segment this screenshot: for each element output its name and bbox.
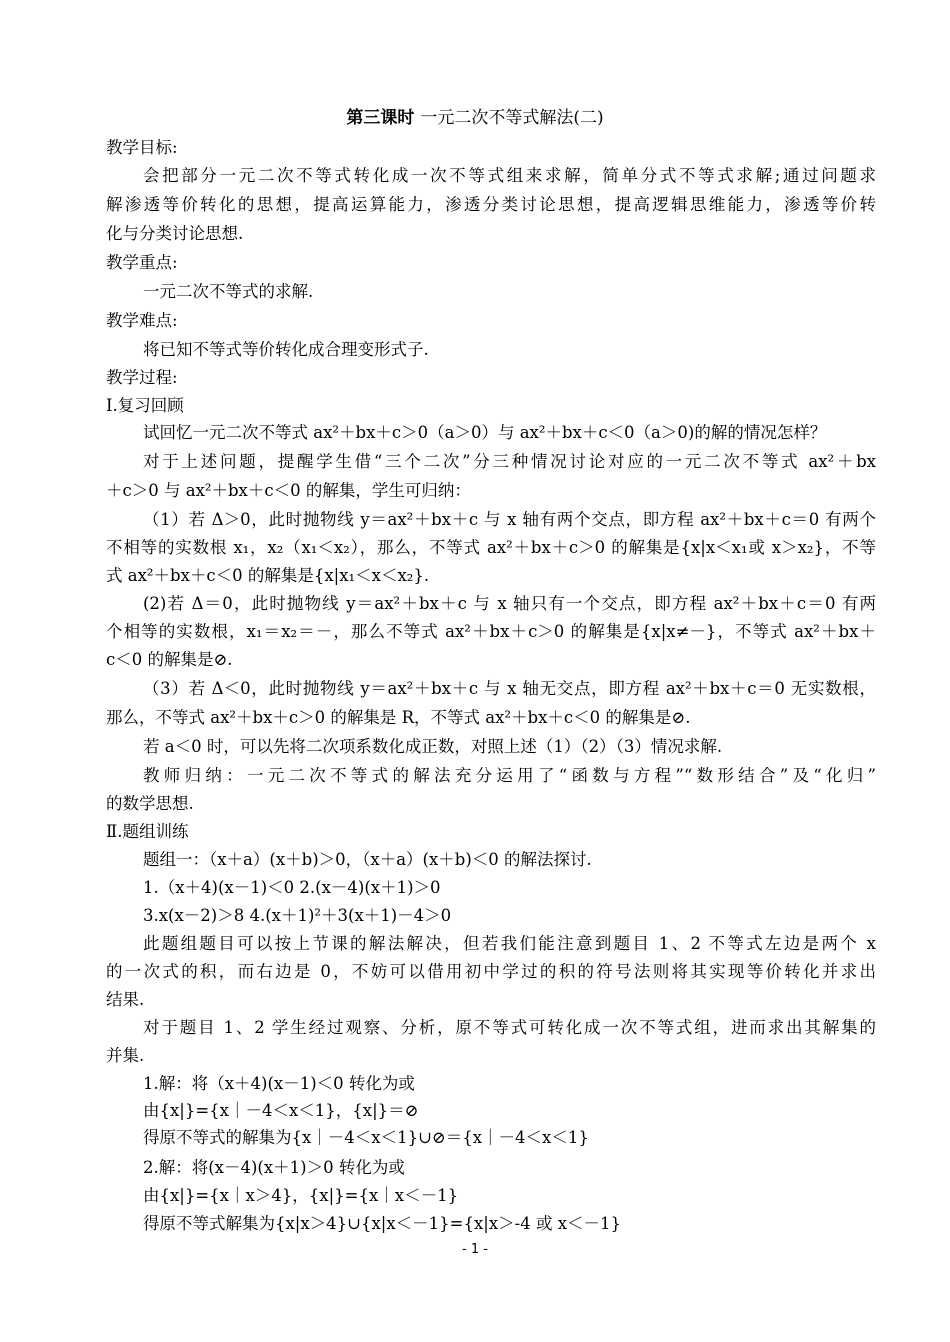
solution-line: 2.解：将(x－4)(x＋1)＞0 转化为或	[143, 1158, 405, 1177]
paragraph-line: 会把部分一元二次不等式转化成一次不等式组来求解，简单分式不等式求解;通过问题求	[143, 166, 876, 185]
paragraph-line: 那么，不等式 ax²＋bx＋c＞0 的解集是 R，不等式 ax²＋bx＋c＜0 的解集是⊘.	[106, 708, 691, 727]
page-number: - 1 -	[462, 1242, 488, 1257]
section-heading-exercises: Ⅱ.题组训练	[106, 822, 189, 841]
paragraph-line: c＜0 的解集是⊘.	[106, 650, 233, 669]
paragraph-line: 将已知不等式等价转化成合理变形式子.	[143, 340, 429, 359]
title-bold: 第三课时	[346, 108, 415, 128]
paragraph-line: 若 a＜0 时，可以先将二次项系数化成正数，对照上述（1）（2）（3）情况求解.	[143, 737, 723, 756]
section-heading-difficulties: 教学难点:	[106, 311, 178, 330]
paragraph-line: 不相等的实数根 x₁，x₂（x₁＜x₂），那么，不等式 ax²＋bx＋c＞0 的解集是{x|x＜x₁或 x＞x₂}，不等	[106, 538, 876, 557]
paragraph-line: （3）若 Δ＜0，此时抛物线 y＝ax²＋bx＋c 与 x 轴无交点，即方程 ax²＋bx＋c＝0 无实数根，	[143, 679, 876, 698]
paragraph-line: （1）若 Δ＞0，此时抛物线 y＝ax²＋bx＋c 与 x 轴有两个交点，即方程 ax²＋bx＋c＝0 有两个	[143, 510, 876, 529]
paragraph-line: 结果.	[106, 990, 145, 1009]
paragraph-line: 的一次式的积，而右边是 0，不妨可以借用初中学过的积的符号法则将其实现等价转化并求出	[106, 962, 876, 981]
solution-line: 1.解：将（x＋4)(x－1)＜0 转化为或	[143, 1074, 415, 1093]
solution-line: 由{x|}={x｜x＞4}，{x|}={x｜x＜－1}	[143, 1186, 459, 1205]
paragraph-line: 个相等的实数根，x₁＝x₂＝－，那么不等式 ax²＋bx＋c＞0 的解集是{x|x≠－}，不等式 ax²＋bx＋	[106, 622, 876, 641]
paragraph-line: (2)若 Δ＝0，此时抛物线 y＝ax²＋bx＋c 与 x 轴只有一个交点，即方程 ax²＋bx＋c＝0 有两	[143, 594, 876, 613]
section-heading-key-points: 教学重点:	[106, 253, 178, 272]
paragraph-line: 试回忆一元二次不等式 ax²＋bx＋c＞0（a＞0）与 ax²＋bx＋c＜0（a＞0)的解的情况怎样？	[143, 423, 827, 442]
paragraph-line: 对于题目 1、2 学生经过观察、分析，原不等式可转化成一次不等式组，进而求出其解集的	[143, 1018, 876, 1037]
exercise-line: 1.（x＋4)(x－1)＜0 2.(x－4)(x＋1)＞0	[143, 878, 441, 897]
paragraph-line: 化与分类讨论思想.	[106, 224, 244, 243]
section-heading-review: Ⅰ.复习回顾	[106, 396, 184, 415]
exercise-line: 3.x(x－2)＞8 4.(x＋1)²＋3(x＋1)－4＞0	[143, 906, 452, 925]
page-title	[0, 106, 950, 130]
section-heading-objectives: 教学目标:	[106, 138, 178, 157]
title-rest: 一元二次不等式解法(二)	[420, 108, 604, 128]
paragraph-line: 此题组题目可以按上节课的解法解决，但若我们能注意到题目 1、2 不等式左边是两个 x	[143, 934, 876, 953]
solution-line: 得原不等式解集为{x|x＞4}∪{x|x＜－1}={x|x＞-4 或 x＜－1}	[143, 1214, 622, 1233]
paragraph-line: 教师归纳：一元二次不等式的解法充分运用了“函数与方程”“数形结合”及“化归”	[143, 766, 876, 785]
paragraph-line: 的数学思想.	[106, 794, 194, 813]
paragraph-line: 题组一：（x＋a）(x＋b)＞0，（x＋a）(x＋b)＜0 的解法探讨.	[143, 850, 592, 869]
paragraph-line: 并集.	[106, 1046, 145, 1065]
paragraph-line: ＋c＞0 与 ax²＋bx＋c＜0 的解集，学生可归纳：	[106, 481, 471, 500]
solution-line: 由{x|}={x｜－4＜x＜1}，{x|}＝⊘	[143, 1101, 419, 1120]
paragraph-line: 一元二次不等式的求解.	[143, 282, 314, 301]
paragraph-line: 对于上述问题，提醒学生借“三个二次”分三种情况讨论对应的一元二次不等式 ax²＋bx	[143, 452, 876, 471]
section-heading-process: 教学过程:	[106, 368, 178, 387]
solution-line: 得原不等式的解集为{x｜－4＜x＜1}∪⊘＝{x｜－4＜x＜1}	[143, 1128, 589, 1147]
paragraph-line: 式 ax²＋bx＋c＜0 的解集是{x|x₁＜x＜x₂}.	[106, 566, 430, 585]
paragraph-line: 解渗透等价转化的思想，提高运算能力，渗透分类讨论思想，提高逻辑思维能力，渗透等价转	[106, 195, 876, 214]
